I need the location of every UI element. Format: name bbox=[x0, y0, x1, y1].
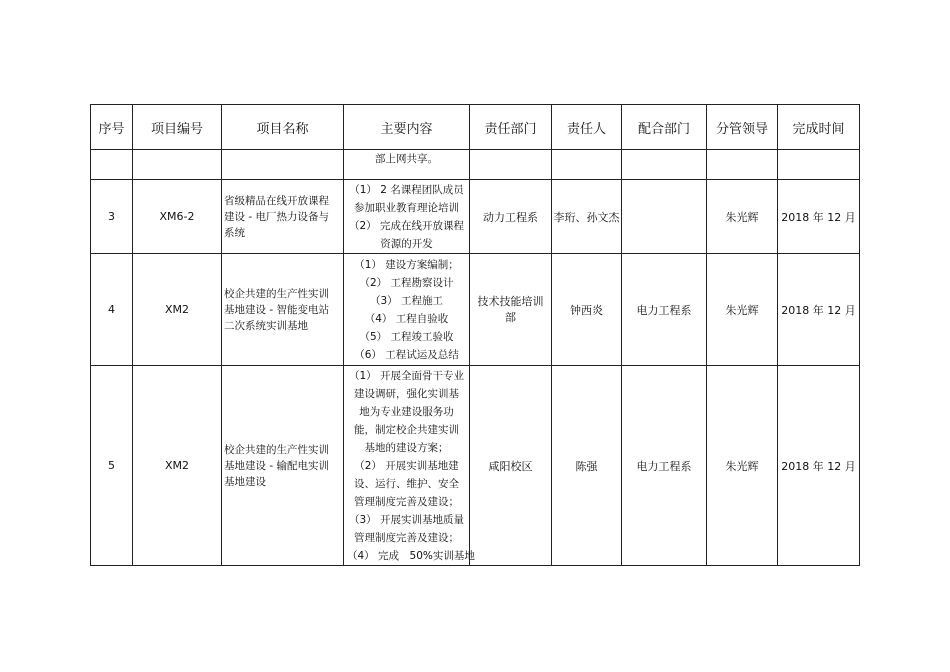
row-leader: 朱光辉 bbox=[707, 366, 778, 566]
header-row bbox=[91, 105, 860, 150]
row-code: XM2 bbox=[133, 254, 222, 366]
row-person: 陈强 bbox=[552, 366, 622, 566]
continuation-content: 部上网共享。 bbox=[375, 153, 438, 165]
header-name: 项目名称 bbox=[222, 105, 344, 150]
row-no: 3 bbox=[91, 180, 133, 254]
header-dept: 责任部门 bbox=[470, 105, 552, 150]
row-coop: 电力工程系 bbox=[622, 254, 707, 366]
header-no: 序号 bbox=[91, 105, 133, 150]
row-leader: 朱光辉 bbox=[707, 180, 778, 254]
header-coop: 配合部门 bbox=[622, 105, 707, 150]
row-coop: 电力工程系 bbox=[622, 366, 707, 566]
header-code: 项目编号 bbox=[133, 105, 222, 150]
row-leader: 朱光辉 bbox=[707, 254, 778, 366]
row-no: 4 bbox=[91, 254, 133, 366]
table-row bbox=[91, 180, 860, 254]
project-table bbox=[90, 104, 860, 566]
row-no: 5 bbox=[91, 366, 133, 566]
continuation-row bbox=[91, 150, 860, 180]
header-person: 责任人 bbox=[552, 105, 622, 150]
row-person: 钟西炎 bbox=[552, 254, 622, 366]
row-time: 2018 年 12 月 bbox=[778, 366, 860, 566]
table-row bbox=[91, 366, 860, 566]
row-time: 2018 年 12 月 bbox=[778, 254, 860, 366]
header-content: 主要内容 bbox=[344, 105, 470, 150]
table-row bbox=[91, 254, 860, 366]
row-time: 2018 年 12 月 bbox=[778, 180, 860, 254]
row-dept: 技术技能培训 部 bbox=[470, 254, 552, 366]
row-name: 校企共建的生产性实训 基地建设 - 输配电实训 基地建设 bbox=[222, 366, 344, 566]
row-content: （1） 建设方案编制； （2） 工程勘察设计 （3） 工程施工 （4） 工程自验收 （5） 工程竣工验收 （6） 工程试运及总结 bbox=[344, 254, 470, 366]
row-code: XM6-2 bbox=[133, 180, 222, 254]
header-leader: 分管领导 bbox=[707, 105, 778, 150]
row-code: XM2 bbox=[133, 366, 222, 566]
row-dept: 咸阳校区 bbox=[470, 366, 552, 566]
row-content: （1） 开展全面骨干专业 建设调研，强化实训基 地为专业建设服务功 能，制定校企共建实训 基地的建设方案； （2） 开展实训基地建 设、运行、维护、安全 管理制度完善及建设； （3） 开展实训基地质量 管理制度完善及建设； （4） 完成 50%实训基地 bbox=[344, 366, 470, 566]
row-person: 李珩、孙文杰 bbox=[552, 180, 622, 254]
row-coop bbox=[622, 180, 707, 254]
header-time: 完成时间 bbox=[778, 105, 860, 150]
row-name: 校企共建的生产性实训 基地建设 - 智能变电站 二次系统实训基地 bbox=[222, 254, 344, 366]
row-content: （1） 2 名课程团队成员 参加职业教育理论培训 （2） 完成在线开放课程 资源的开发 bbox=[344, 180, 470, 254]
row-dept: 动力工程系 bbox=[470, 180, 552, 254]
row-name: 省级精品在线开放课程 建设 - 电厂热力设备与 系统 bbox=[222, 180, 344, 254]
